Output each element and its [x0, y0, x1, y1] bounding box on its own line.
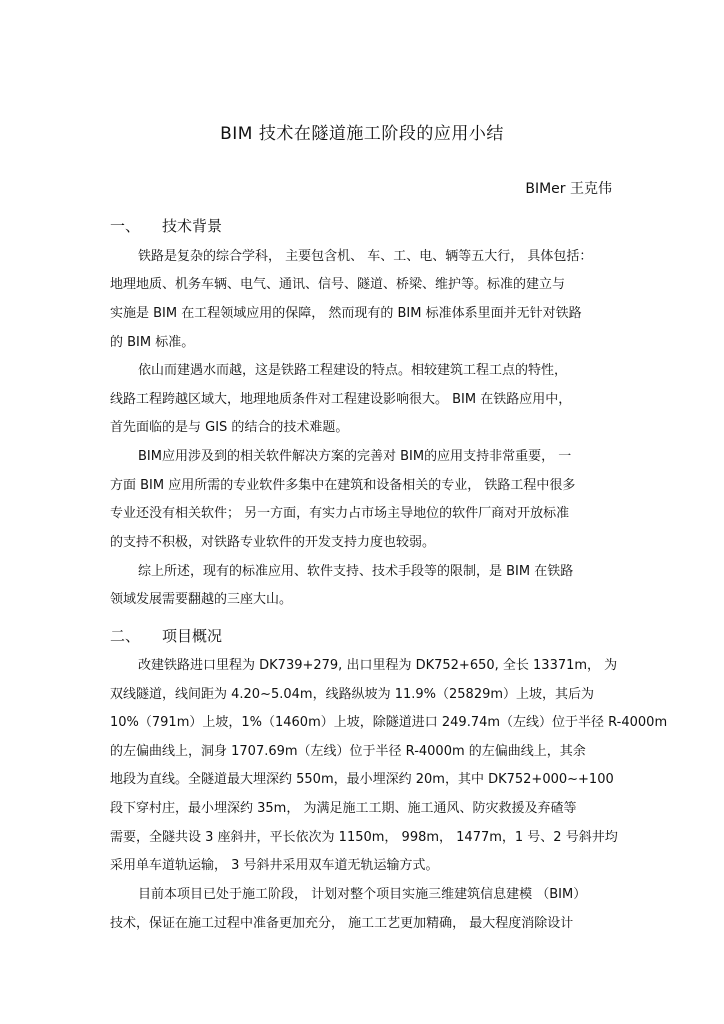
paragraph-line: 综上所述，现有的标准应用、软件支持、技术手段等的限制，是 BIM 在铁路	[138, 564, 574, 579]
author-name: BIMer 王克伟	[525, 181, 612, 197]
paragraph-line: 采用单车道轨运输， 3 号斜井采用双车道无轨运输方式。	[110, 858, 439, 873]
paragraph-line: BIM应用涉及到的相关软件解决方案的完善对 BIM的应用支持非常重要， 一	[138, 449, 572, 464]
section-title: 技术背景	[162, 217, 223, 235]
section-heading-background	[110, 215, 222, 236]
paragraph-line: 地段为直线。全隧道最大埋深约 550m，最小埋深约 20m，其中 DK752+000~+100	[110, 772, 614, 787]
paragraph-line: 段下穿村庄，最小埋深约 35m， 为满足施工工期、施工通风、防灾救援及弃碴等	[110, 801, 577, 816]
section-number: 一、	[110, 217, 141, 235]
paragraph-line: 线路工程跨越区域大，地理地质条件对工程建设影响很大。 BIM 在铁路应用中，	[110, 392, 572, 407]
section-number: 二、	[110, 627, 141, 645]
paragraph-line: 双线隧道，线间距为 4.20~5.04m，线路纵坡为 11.9%（25829m）上坡，其后为	[110, 687, 595, 702]
paragraph-line: 的左偏曲线上，洞身 1707.69m（左线）位于半径 R-4000m 的左偏曲线上，其余	[110, 744, 586, 759]
paragraph-line: 首先面临的是与 GIS 的结合的技术难题。	[110, 420, 349, 435]
paragraph-line: 改建铁路进口里程为 DK739+279, 出口里程为 DK752+650, 全长 13371m， 为	[138, 658, 618, 673]
section-title: 项目概况	[162, 627, 223, 645]
document-title: BIM 技术在隧道施工阶段的应用小结	[220, 124, 504, 144]
paragraph-line: 铁路是复杂的综合学科， 主要包含机、 车、工、电、辆等五大行， 具体包括：	[138, 249, 593, 264]
paragraph-line: 地理地质、机务车辆、电气、通讯、信号、隧道、桥梁、维护等。标准的建立与	[110, 277, 566, 292]
paragraph-line: 的支持不积极，对铁路专业软件的开发支持力度也较弱。	[110, 535, 436, 550]
paragraph-line: 实施是 BIM 在工程领域应用的保障， 然而现有的 BIM 标准体系里面并无针对铁路	[110, 306, 582, 321]
paragraph-line: 10%（791m）上坡，1%（1460m）上坡，除隧道进口 249.74m（左线）位于半径 R-4000m	[110, 715, 668, 730]
paragraph-line: 需要，全隧共设 3 座斜井，平长依次为 1150m， 998m， 1477m，1 号、2 号斜井均	[110, 830, 618, 845]
paragraph-line: 技术，保证在施工过程中准备更加充分， 施工工艺更加精确， 最大程度消除设计	[110, 916, 574, 931]
paragraph-line: 专业还没有相关软件； 另一方面，有实力占市场主导地位的软件厂商对开放标准	[110, 506, 570, 521]
paragraph-line: 的 BIM 标准。	[110, 335, 195, 350]
paragraph-line: 方面 BIM 应用所需的专业软件多集中在建筑和设备相关的专业， 铁路工程中很多	[110, 478, 576, 493]
paragraph-line: 领域发展需要翻越的三座大山。	[110, 592, 293, 607]
paragraph-line: 目前本项目已处于施工阶段， 计划对整个项目实施三维建筑信息建模 （BIM）	[138, 887, 587, 902]
section-heading-project	[110, 625, 222, 646]
paragraph-line: 依山而建遇水而越，这是铁路工程建设的特点。相较建筑工程工点的特性，	[138, 363, 568, 378]
